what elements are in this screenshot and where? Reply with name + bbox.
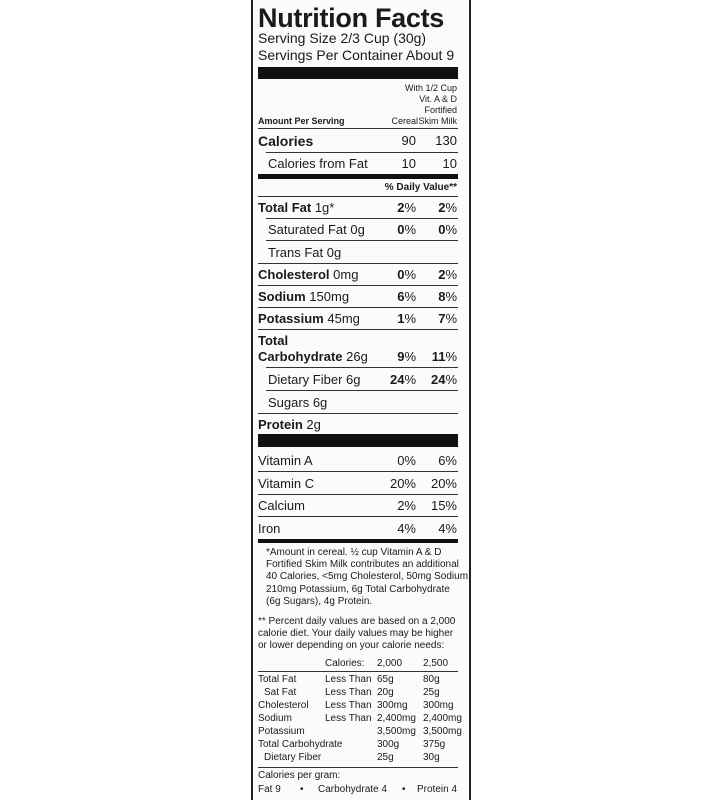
calories-per-gram-label: Calories per gram: (258, 770, 341, 781)
cereal-col-header: Cereal (391, 116, 418, 126)
dv-cereal: 0 (397, 222, 405, 237)
bullet: • (300, 784, 304, 795)
dv-cereal: 1 (397, 311, 405, 326)
footnote-amount: *Amount in cereal. ½ cup Vitamin A & D Fortified Skim Milk contributes an additional 40 Calories, <5mg Cholesterol, 50mg Sodium, 210mg Potassium, 6g Total Carbohydrate (6g Sugars), 4g Protein. (266, 547, 471, 607)
calories-milk: 130 (435, 133, 457, 148)
calories-from-fat-cereal: 10 (401, 156, 416, 171)
nutrient-name-line1: Total (258, 333, 289, 348)
dv-milk: 2 (438, 200, 446, 215)
percent-sign: % (445, 222, 457, 237)
divider (258, 329, 458, 330)
page-title: Nutrition Facts (258, 3, 445, 33)
divider (258, 285, 458, 286)
dv-cereal: 2 (397, 200, 405, 215)
percent-sign: % (404, 267, 416, 282)
dv-cereal: 6 (397, 289, 405, 304)
divider (258, 671, 458, 672)
nutrient-name: Cholesterol (258, 267, 330, 282)
calories-label: Calories (258, 133, 314, 149)
vitamin-name: Iron (258, 521, 281, 536)
dv-milk: 8 (438, 289, 446, 304)
calories-cereal: 90 (401, 133, 416, 148)
milk-col-header-3: Fortified (424, 105, 457, 115)
vitamin-cereal: 0% (397, 453, 416, 468)
vitamin-milk: 6% (438, 453, 457, 468)
nutrient-name: Total Fat (258, 200, 312, 215)
servings-per-container: Servings Per Container About 9 (258, 47, 455, 63)
nutrient-name: Protein (258, 417, 303, 432)
dv-col2-header: 2,500 (423, 658, 449, 669)
divider (258, 767, 458, 768)
percent-sign: % (404, 349, 416, 364)
percent-sign: % (445, 311, 457, 326)
divider (258, 263, 458, 264)
percent-sign: % (445, 372, 457, 387)
nutrient-name: Carbohydrate (258, 349, 343, 364)
nutrient-amount: 2g (306, 417, 321, 432)
nutrient-name: Saturated Fat (268, 222, 347, 237)
nutrient-name: Sodium (258, 289, 306, 304)
dv-milk: 7 (438, 311, 446, 326)
divider (258, 413, 458, 414)
vitamin-cereal: 2% (397, 498, 416, 513)
nutrient-amount: 45mg (327, 311, 360, 326)
dv-cereal: 0 (397, 267, 405, 282)
divider (258, 307, 458, 308)
nutrient-amount: 6g (312, 395, 328, 410)
header-divider (258, 128, 458, 129)
nutrient-amount: 150mg (309, 289, 350, 304)
divider (258, 196, 458, 197)
vitamin-milk: 4% (438, 521, 457, 536)
milk-col-header-2: Vit. A & D (419, 94, 457, 104)
footnote-daily-value: ** Percent daily values are based on a 2,000 calorie diet. Your daily values may be higher or lower depending on your calorie needs: (258, 616, 456, 652)
vitamin-name: Vitamin A (258, 453, 313, 468)
percent-sign: % (445, 289, 457, 304)
dv-calories-label: Calories: (325, 658, 365, 669)
divider (258, 516, 458, 517)
medium-divider (258, 539, 458, 543)
divider (266, 152, 458, 153)
divider (266, 367, 458, 368)
divider (266, 218, 458, 219)
nutrient-amount: 6g (346, 372, 361, 387)
dv-milk: 2 (438, 267, 446, 282)
cpg-carbohydrate: Carbohydrate 4 (318, 784, 387, 795)
cpg-fat: Fat 9 (258, 784, 281, 795)
thick-divider (258, 434, 458, 447)
amount-per-serving: Amount Per Serving (258, 116, 345, 126)
divider (258, 471, 458, 472)
dv-cereal: 9 (397, 349, 405, 364)
nutrient-name: Dietary Fiber (268, 372, 343, 387)
cpg-protein: Protein 4 (417, 784, 458, 795)
percent-sign: % (404, 289, 416, 304)
nutrient-name: Potassium (258, 311, 324, 326)
divider (266, 390, 458, 391)
medium-divider (258, 174, 458, 179)
nutrient-amount: 26g (346, 349, 368, 364)
daily-value-header: % Daily Value** (384, 182, 457, 193)
percent-sign: % (404, 311, 416, 326)
nutrient-amount: 1g* (314, 200, 335, 215)
vitamin-milk: 15% (430, 498, 457, 513)
nutrient-amount: 0g (326, 245, 342, 260)
milk-col-header-4: Skim Milk (418, 116, 457, 126)
dv-cereal: 24 (389, 372, 405, 387)
nutrient-name: Sugars (268, 395, 310, 410)
vitamin-name: Vitamin C (258, 476, 315, 491)
vitamin-cereal: 4% (397, 521, 416, 536)
vitamin-name: Calcium (258, 498, 305, 513)
calories-from-fat-label: Calories from Fat (268, 156, 368, 171)
calories-from-fat-milk: 10 (442, 156, 457, 171)
divider (266, 240, 458, 241)
percent-sign: % (404, 200, 416, 215)
bullet: • (402, 784, 406, 795)
dv-milk: 24 (430, 372, 446, 387)
dv-col1-header: 2,000 (377, 658, 403, 669)
percent-sign: % (445, 267, 457, 282)
nutrient-name: Trans Fat (268, 245, 324, 260)
nutrient-amount: 0mg (333, 267, 359, 282)
dv-milk: 11 (431, 349, 446, 364)
milk-col-header-1: With 1/2 Cup (404, 83, 457, 93)
percent-sign: % (445, 349, 457, 364)
dv-milk: 0 (438, 222, 446, 237)
vitamin-cereal: 20% (389, 476, 416, 491)
nutrient-amount: 0g (350, 222, 365, 237)
percent-sign: % (404, 372, 416, 387)
thick-divider (258, 67, 458, 79)
divider (258, 494, 458, 495)
percent-sign: % (404, 222, 416, 237)
vitamin-milk: 20% (430, 476, 457, 491)
percent-sign: % (445, 200, 457, 215)
serving-size: Serving Size 2/3 Cup (30g) (258, 30, 427, 46)
